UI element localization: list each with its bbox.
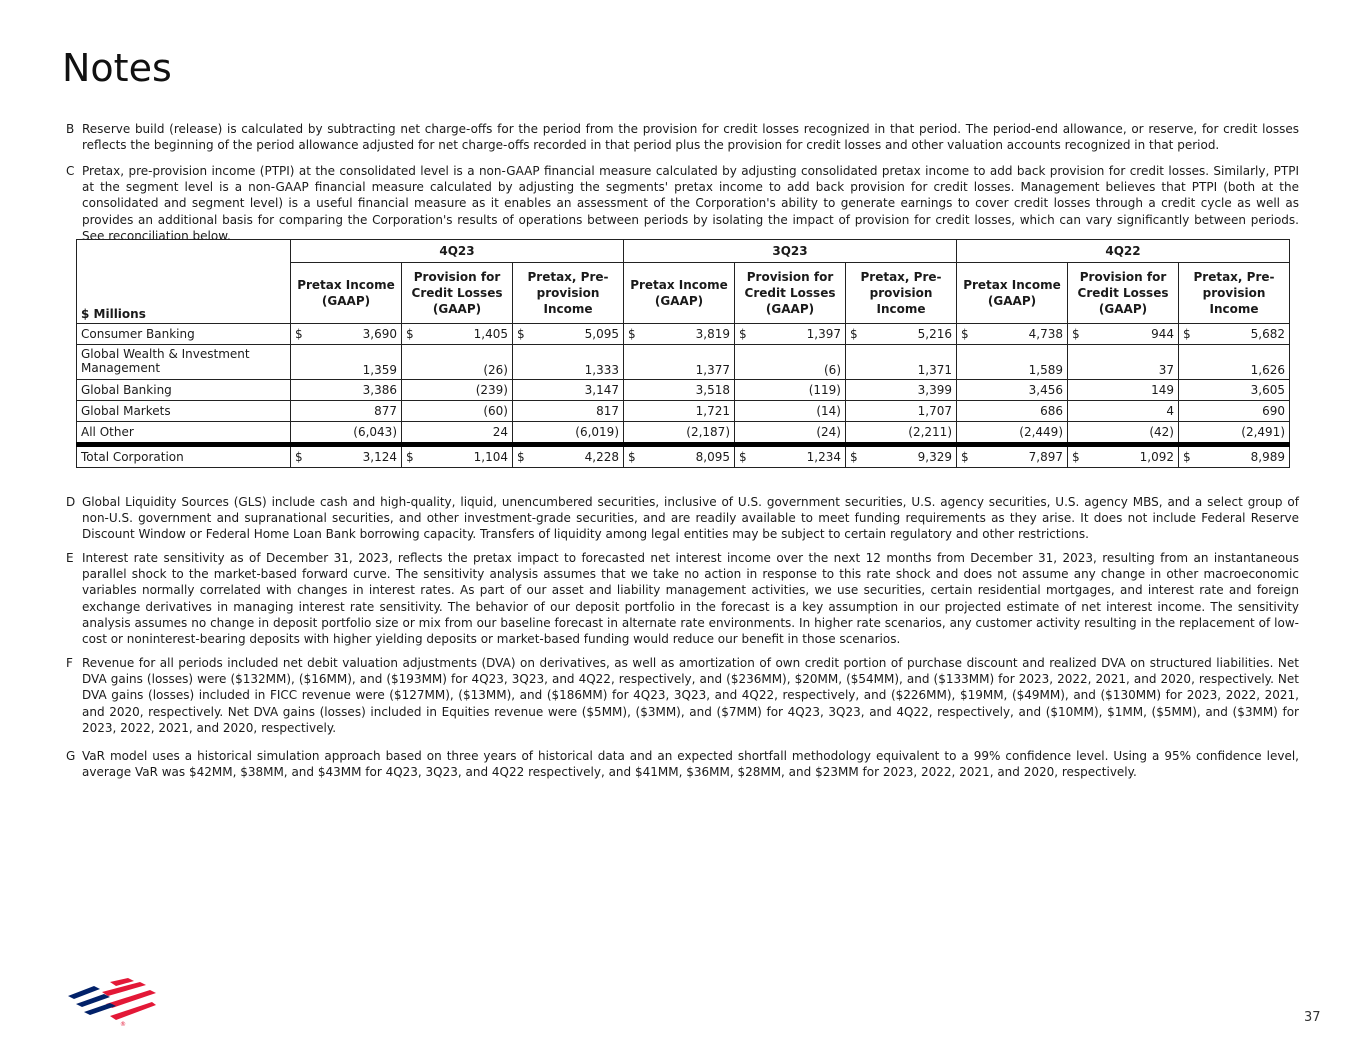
currency-symbol: $ (517, 327, 525, 341)
period-header: 4Q22 (957, 240, 1290, 263)
table-cell (957, 422, 1068, 445)
ptpi-reconciliation-table (76, 239, 1289, 468)
cell-value: 8,989 (1250, 450, 1285, 464)
page-title: Notes (62, 46, 172, 90)
period-header: 4Q23 (291, 240, 624, 263)
table-cell (402, 422, 513, 445)
table-cell (957, 380, 1068, 401)
cell-value: 5,682 (1250, 327, 1285, 341)
cell-value: 690 (1262, 404, 1285, 418)
table-cell (846, 422, 957, 445)
cell-value: 37 (1158, 363, 1174, 377)
row-label: Global Wealth & Investment Management (77, 345, 291, 380)
logo-registered-mark: ® (120, 1021, 126, 1028)
page-number: 37 (1304, 1010, 1321, 1025)
cell-value: 5,095 (584, 327, 619, 341)
period-header: 3Q23 (624, 240, 957, 263)
currency-symbol: $ (850, 327, 858, 341)
cell-value: 1,397 (806, 327, 841, 341)
table-cell (402, 324, 513, 345)
millions-header: $ Millions (77, 240, 291, 324)
note-letter: B (66, 122, 75, 136)
cell-value: (2,211) (908, 425, 952, 439)
cell-value: (239) (475, 383, 508, 397)
table-cell (1068, 422, 1179, 445)
table-row (77, 422, 1290, 445)
table-cell (402, 380, 513, 401)
table-cell (735, 422, 846, 445)
note-g (66, 748, 1299, 780)
cell-value: 877 (374, 404, 397, 418)
cell-value: 8,095 (695, 450, 730, 464)
table-cell (957, 401, 1068, 422)
currency-symbol: $ (739, 327, 747, 341)
note-letter: G (66, 749, 76, 763)
table-cell (1179, 380, 1290, 401)
column-header: Provision for Credit Losses (GAAP) (735, 263, 846, 324)
cell-value: (26) (483, 363, 508, 377)
note-e (66, 550, 1299, 647)
table-row (77, 380, 1290, 401)
currency-symbol: $ (406, 450, 414, 464)
table-cell (513, 422, 624, 445)
note-text: Global Liquidity Sources (GLS) include cash and high-quality, liquid, unencumbered securities, inclusive of U.S. government securities, U.S. agency securities, U.S. agency MBS, and a select group of non-U.S. government and supranational securities, and other investment-grade securities, and are readily available to meet funding requirements as they arise. It does not include Federal Reserve Discount Window or Federal Home Loan Bank borrowing capacity. Transfers of liquidity among legal entities may be subject to certain regulatory and other restrictions. (82, 495, 1299, 542)
table-cell (1179, 445, 1290, 468)
table-cell (402, 445, 513, 468)
table-cell (1068, 380, 1179, 401)
table-cell (1179, 401, 1290, 422)
table-cell (402, 345, 513, 380)
cell-value: 1,234 (806, 450, 841, 464)
column-header: Pretax, Pre-provision Income (846, 263, 957, 324)
table-cell (957, 445, 1068, 468)
note-text: VaR model uses a historical simulation approach based on three years of historical data and an expected shortfall methodology equivalent to a 99% confidence level. Using a 95% confidence level, average VaR was $42MM, $38MM, and $43MM for 4Q23, 3Q23, and 4Q22 respectively, and $41MM, $36MM, $28MM, and $23MM for 2023, 2022, 2021, and 2020, respectively. (82, 749, 1299, 780)
note-f (66, 655, 1299, 736)
cell-value: 4,228 (584, 450, 619, 464)
table-cell (291, 345, 402, 380)
note-text: Reserve build (release) is calculated by subtracting net charge-offs for the period from the provision for credit losses recognized in that period. The period-end allowance, or reserve, for credit losses reflects the beginning of the period allowance adjusted for net charge-offs recorded in that period plus the provision for credit losses and other valuation accounts recognized in that period. (82, 122, 1299, 153)
cell-value: (6,019) (575, 425, 619, 439)
currency-symbol: $ (628, 327, 636, 341)
row-label: Total Corporation (77, 445, 291, 468)
cell-value: (2,187) (686, 425, 730, 439)
table-cell (735, 401, 846, 422)
cell-value: (119) (808, 383, 841, 397)
cell-value: 3,399 (917, 383, 952, 397)
table-cell (1068, 345, 1179, 380)
note-letter: F (66, 656, 73, 670)
table-cell (624, 445, 735, 468)
table-cell (402, 401, 513, 422)
table-cell (291, 445, 402, 468)
table-cell (291, 380, 402, 401)
column-header: Provision for Credit Losses (GAAP) (402, 263, 513, 324)
table-cell (624, 380, 735, 401)
cell-value: 9,329 (917, 450, 952, 464)
table-row (77, 445, 1290, 468)
currency-symbol: $ (961, 327, 969, 341)
cell-value: 817 (596, 404, 619, 418)
currency-symbol: $ (1183, 450, 1191, 464)
cell-value: 1,405 (473, 327, 508, 341)
table-cell (846, 445, 957, 468)
table-cell (957, 345, 1068, 380)
cell-value: (2,491) (1241, 425, 1285, 439)
table-cell (1068, 445, 1179, 468)
table-cell (1068, 324, 1179, 345)
table-cell (1179, 324, 1290, 345)
table-cell (624, 401, 735, 422)
cell-value: 686 (1040, 404, 1063, 418)
cell-value: 3,456 (1028, 383, 1063, 397)
currency-symbol: $ (295, 450, 303, 464)
currency-symbol: $ (295, 327, 303, 341)
table-cell (735, 324, 846, 345)
cell-value: (24) (816, 425, 841, 439)
table-cell (624, 324, 735, 345)
cell-value: 3,147 (584, 383, 619, 397)
table-cell (291, 324, 402, 345)
cell-value: 3,819 (695, 327, 730, 341)
row-label: Consumer Banking (77, 324, 291, 345)
table-cell (1179, 345, 1290, 380)
cell-value: 4,738 (1028, 327, 1063, 341)
note-c (66, 163, 1299, 244)
cell-value: 4 (1166, 404, 1174, 418)
table-cell (1068, 401, 1179, 422)
bank-logo-icon (64, 976, 158, 1028)
note-letter: E (66, 551, 74, 565)
table-cell (513, 345, 624, 380)
cell-value: 1,104 (473, 450, 508, 464)
table-cell (624, 422, 735, 445)
cell-value: (2,449) (1019, 425, 1063, 439)
table-cell (957, 324, 1068, 345)
table-cell (291, 401, 402, 422)
table-row (77, 345, 1290, 380)
column-header: Provision for Credit Losses (GAAP) (1068, 263, 1179, 324)
table-cell (735, 445, 846, 468)
cell-value: (60) (483, 404, 508, 418)
table-cell (513, 380, 624, 401)
cell-value: 1,721 (695, 404, 730, 418)
cell-value: 1,371 (917, 363, 952, 377)
cell-value: 3,124 (362, 450, 397, 464)
cell-value: 1,359 (362, 363, 397, 377)
cell-value: 1,707 (917, 404, 952, 418)
cell-value: 944 (1151, 327, 1174, 341)
table-cell (624, 345, 735, 380)
cell-value: (42) (1149, 425, 1174, 439)
currency-symbol: $ (406, 327, 414, 341)
cell-value: (6,043) (353, 425, 397, 439)
row-label: All Other (77, 422, 291, 445)
note-text: Interest rate sensitivity as of December 31, 2023, reflects the pretax impact to forecasted net interest income over the next 12 months from December 31, 2023, resulting from an instantaneous parallel shock to the market-based forward curve. The sensitivity analysis assumes that we take no action in response to this rate shock and does not assume any change in other macroeconomic variables normally correlated with changes in interest rates. As part of our asset and liability management activities, we use securities, certain residential mortgages, and interest rate and foreign exchange derivatives in managing interest rate sensitivity. The behavior of our deposit portfolio in the forecast is a key assumption in our projected estimate of net interest income. The sensitivity analysis assumes no change in deposit portfolio size or mix from our baseline forecast in alternate rate environments. In higher rate scenarios, any customer activity resulting in the replacement of low-cost or noninterest-bearing deposits with higher yielding deposits or market-based funding would reduce our benefit in those scenarios. (82, 551, 1299, 647)
currency-symbol: $ (517, 450, 525, 464)
cell-value: 1,589 (1028, 363, 1063, 377)
table-cell (1179, 422, 1290, 445)
cell-value: (14) (816, 404, 841, 418)
table-cell (846, 380, 957, 401)
cell-value: 3,386 (362, 383, 397, 397)
currency-symbol: $ (739, 450, 747, 464)
note-letter: D (66, 495, 76, 509)
row-label: Global Markets (77, 401, 291, 422)
cell-value: 3,518 (695, 383, 730, 397)
cell-value: 1,626 (1250, 363, 1285, 377)
note-b (66, 121, 1299, 153)
currency-symbol: $ (961, 450, 969, 464)
currency-symbol: $ (1072, 450, 1080, 464)
note-letter: C (66, 164, 75, 178)
table-row (77, 324, 1290, 345)
table-cell (735, 380, 846, 401)
cell-value: 3,605 (1250, 383, 1285, 397)
cell-value: 3,690 (362, 327, 397, 341)
table-cell (846, 401, 957, 422)
cell-value: 1,333 (584, 363, 619, 377)
currency-symbol: $ (628, 450, 636, 464)
table-cell (513, 401, 624, 422)
table-cell (846, 345, 957, 380)
cell-value: 5,216 (917, 327, 952, 341)
column-header: Pretax, Pre-provision Income (1179, 263, 1290, 324)
column-header: Pretax Income (GAAP) (957, 263, 1068, 324)
table-cell (291, 422, 402, 445)
cell-value: 1,092 (1139, 450, 1174, 464)
cell-value: (6) (824, 363, 841, 377)
table-row (77, 401, 1290, 422)
column-header: Pretax, Pre-provision Income (513, 263, 624, 324)
cell-value: 1,377 (695, 363, 730, 377)
column-header: Pretax Income (GAAP) (624, 263, 735, 324)
cell-value: 7,897 (1028, 450, 1063, 464)
table-cell (846, 324, 957, 345)
row-label: Global Banking (77, 380, 291, 401)
currency-symbol: $ (1183, 327, 1191, 341)
note-text: Pretax, pre-provision income (PTPI) at the consolidated level is a non-GAAP financial measure calculated by adjusting consolidated pretax income to add back provision for credit losses. Similarly, PTPI at the segment level is a non-GAAP financial measure calculated by adjusting the segments' pretax income to add back provision for credit losses. Management believes that PTPI (both at the consolidated and segment level) is a useful financial measure as it enables an assessment of the Corporation's ability to generate earnings to cover credit losses through a credit cycle as well as provides an additional basis for comparing the Corporation's results of operations between periods by isolating the impact of provision for credit losses, which can vary significantly between periods. See reconciliation below. (82, 164, 1299, 243)
table-cell (513, 445, 624, 468)
table-cell (513, 324, 624, 345)
currency-symbol: $ (850, 450, 858, 464)
note-d (66, 494, 1299, 543)
note-text: Revenue for all periods included net debit valuation adjustments (DVA) on derivatives, as well as amortization of own credit portion of purchase discount and realized DVA on structured liabilities. Net DVA gains (losses) were ($132MM), ($16MM), and ($193MM) for 4Q23, 3Q23, and 4Q22, respectively, and ($236MM), $20MM, ($54MM), and ($133MM) for 2023, 2022, 2021, and 2020, respectively. Net DVA gains (losses) included in FICC revenue were ($127MM), ($13MM), and ($186MM) for 4Q23, 3Q23, and 4Q22, respectively, and ($226MM), $19MM, ($49MM), and ($130MM) for 2023, 2022, 2021, and 2020, respectively. Net DVA gains (losses) included in Equities revenue were ($5MM), ($3MM), and ($7MM) for 4Q23, 3Q23, and 4Q22, respectively, and ($10MM), $1MM, ($5MM), and ($3MM) for 2023, 2022, 2021, and 2020, respectively. (82, 656, 1299, 735)
currency-symbol: $ (1072, 327, 1080, 341)
cell-value: 24 (492, 425, 508, 439)
cell-value: 149 (1151, 383, 1174, 397)
logo-blue-stripe (84, 1003, 116, 1015)
logo-blue-stripe (68, 986, 100, 999)
table-cell (735, 345, 846, 380)
column-header: Pretax Income (GAAP) (291, 263, 402, 324)
